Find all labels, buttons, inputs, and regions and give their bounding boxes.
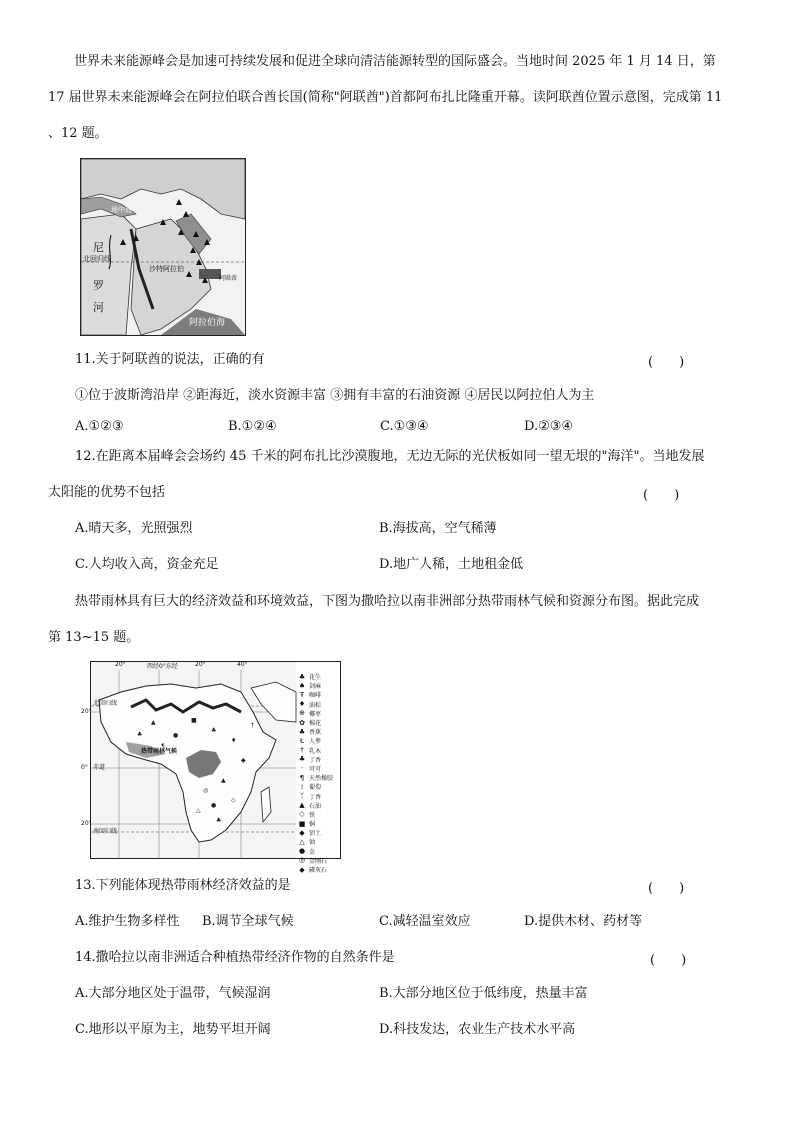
map2-lon-label-1: 20° bbox=[115, 661, 126, 668]
legend-item bbox=[297, 736, 337, 745]
legend-symbol-icon: Ŧ bbox=[299, 690, 305, 699]
q12-option-b[interactable]: B.海拔高，空气稀薄 bbox=[379, 521, 497, 536]
legend-item bbox=[297, 700, 337, 709]
legend-symbol-icon: ♣ bbox=[298, 672, 306, 681]
legend-symbol-icon: ● bbox=[298, 847, 306, 856]
legend-item bbox=[297, 856, 337, 865]
svg-text:■: ■ bbox=[191, 717, 197, 724]
legend-symbol-icon: † bbox=[300, 746, 304, 755]
legend-label: 乳木 bbox=[309, 747, 322, 755]
legend-symbol-icon: ¶ bbox=[299, 773, 305, 782]
svg-text:△: △ bbox=[196, 807, 201, 814]
q13-option-a[interactable]: A.维护生物多样性 bbox=[75, 914, 180, 929]
map2-lon-label-4: 40° bbox=[237, 661, 248, 668]
legend-symbol-icon: ■ bbox=[298, 819, 306, 828]
legend-symbol-icon: ≀ bbox=[300, 782, 304, 791]
legend-item bbox=[297, 791, 337, 800]
q13-option-c[interactable]: C.减轻温室效应 bbox=[379, 914, 471, 929]
map2-lon-label-2: 西经0°东经 bbox=[147, 663, 178, 670]
map1-nile-label-2: 罗 bbox=[93, 279, 104, 292]
q13-answer-bracket[interactable]: ( ) bbox=[648, 881, 685, 896]
legend-symbol-icon: ◆ bbox=[299, 865, 305, 874]
legend-symbol-icon: ◇ bbox=[299, 810, 305, 819]
legend-item bbox=[297, 847, 337, 856]
svg-text:▲: ▲ bbox=[151, 719, 156, 726]
legend-label: 剑麻 bbox=[309, 683, 322, 691]
intro1-line1: 世界未来能源峰会是加速可持续发展和促进全球向清洁能源转型的国际盛会。当地时间 2025 年 1 月 14 日，第 bbox=[74, 54, 716, 69]
map2-lat-label-2: 0° bbox=[81, 764, 88, 771]
svg-text:♣: ♣ bbox=[211, 727, 217, 734]
legend-item bbox=[297, 709, 337, 718]
q12-option-c[interactable]: C.人均收入高，资金充足 bbox=[75, 557, 219, 572]
legend-symbol-icon: · bbox=[300, 764, 304, 773]
legend-label: 人參 bbox=[309, 738, 322, 746]
map1-uae-label: 阿联酋 bbox=[219, 275, 238, 282]
q13-stem: 13.下列能体现热带雨林经济效益的是 bbox=[75, 878, 291, 893]
legend-symbol-icon: ᛉ bbox=[299, 792, 305, 801]
q11-statements: ①位于波斯湾沿岸 ②距海近，淡水资源丰富 ③拥有丰富的石油资源 ④居民以阿拉伯人为主 bbox=[75, 388, 595, 403]
q11-stem: 11.关于阿联酋的说法，正确的有 bbox=[75, 352, 265, 367]
svg-text:◇: ◇ bbox=[231, 797, 236, 804]
legend-label: 咖啡 bbox=[309, 692, 322, 700]
legend-item bbox=[297, 681, 337, 690]
legend-label: 可可 bbox=[309, 765, 322, 773]
map1-saudi-label: 沙特阿拉伯 bbox=[149, 265, 184, 273]
intro2-line1: 热带雨林具有巨大的经济效益和环境效益，下图为撒哈拉以南非洲部分热带雨林气候和资源分布图。据此完成 bbox=[75, 594, 700, 609]
legend-item bbox=[297, 690, 337, 699]
legend-symbol-icon: ⊕ bbox=[299, 709, 305, 718]
map2-tropic-north: 北回归线 bbox=[93, 700, 118, 707]
map1-sea-label: 阿拉伯海 bbox=[189, 318, 226, 328]
q14-stem: 14.撒哈拉以南非洲适合种植热带经济作物的自然条件是 bbox=[75, 950, 395, 965]
legend-label: 棉花 bbox=[309, 720, 322, 728]
legend-label: 天然橡胶 bbox=[309, 775, 334, 783]
legend-item bbox=[297, 746, 337, 755]
legend-label: 石油 bbox=[309, 802, 322, 810]
svg-text:●: ● bbox=[211, 802, 217, 809]
legend-symbol-icon: ✿ bbox=[299, 718, 305, 727]
q11-option-b[interactable]: B.①②④ bbox=[228, 419, 277, 434]
legend-item bbox=[297, 865, 337, 874]
legend-item bbox=[297, 718, 337, 727]
legend-label: 金 bbox=[309, 848, 316, 856]
map2-rainforest-label: 热带雨林气候 bbox=[141, 748, 178, 755]
legend-item bbox=[297, 764, 337, 773]
svg-text:♣: ♣ bbox=[137, 731, 143, 738]
legend-symbol-icon: ▲ bbox=[299, 801, 305, 810]
svg-text:♣: ♣ bbox=[216, 817, 222, 824]
legend-item bbox=[297, 837, 337, 846]
q12-option-a[interactable]: A.晴天多，光照强烈 bbox=[75, 521, 193, 536]
legend-symbol-icon: ♠ bbox=[298, 681, 306, 690]
map2-equator: 赤道 bbox=[93, 764, 106, 771]
legend-item bbox=[297, 727, 337, 736]
q11-option-d[interactable]: D.②③④ bbox=[524, 419, 574, 434]
q14-option-b[interactable]: B.大部分地区位于低纬度，热量丰富 bbox=[379, 986, 588, 1001]
svg-text:●: ● bbox=[173, 732, 179, 739]
legend-symbol-icon: △ bbox=[299, 837, 305, 846]
legend-label: 铁 bbox=[309, 811, 316, 819]
legend-item bbox=[297, 755, 337, 764]
uae-map-drawing bbox=[81, 159, 245, 335]
legend-label: 金刚石 bbox=[309, 857, 328, 865]
q13-option-b[interactable]: B.调节全球气候 bbox=[202, 914, 294, 929]
legend-label: 丁香 bbox=[309, 793, 322, 801]
map2-lat-label-1: 20° bbox=[81, 708, 92, 715]
legend-symbol-icon: ♣ bbox=[298, 755, 306, 764]
map2-legend bbox=[297, 672, 337, 874]
legend-item bbox=[297, 801, 337, 810]
q11-option-a[interactable]: A.①②③ bbox=[75, 419, 124, 434]
legend-item bbox=[297, 782, 337, 791]
africa-map-drawing bbox=[91, 662, 296, 858]
svg-text:¶: ¶ bbox=[161, 743, 165, 750]
map2-lon-label-3: 20° bbox=[195, 661, 206, 668]
map1-nile-label-1: 尼 bbox=[93, 241, 104, 254]
svg-text:▲: ▲ bbox=[221, 777, 226, 784]
q14-answer-bracket[interactable]: ( ) bbox=[650, 953, 687, 968]
legend-label: 葡萄 bbox=[309, 784, 322, 792]
q14-option-a[interactable]: A.大部分地区处于温带，气候湿润 bbox=[75, 986, 271, 1001]
legend-label: 花生 bbox=[309, 674, 322, 682]
q12-option-d[interactable]: D.地广人稀，土地租金低 bbox=[379, 557, 524, 572]
map1-med-label: 地中海 bbox=[111, 206, 132, 214]
legend-label: 铜 bbox=[309, 821, 316, 829]
legend-item bbox=[297, 810, 337, 819]
uae-location-map bbox=[80, 158, 246, 336]
legend-item bbox=[297, 672, 337, 681]
svg-text:♦: ♦ bbox=[231, 737, 237, 744]
legend-label: 油棕 bbox=[309, 701, 322, 709]
q12-stem-line2: 太阳能的优势不包括 bbox=[48, 485, 166, 500]
legend-symbol-icon: ◎ bbox=[298, 856, 306, 865]
intro1-line2: 17 届世界未来能源峰会在阿拉伯联合酋长国(简称"阿联酋")首都阿布扎比隆重开幕。读阿联酋位置示意图，完成第 11 bbox=[48, 90, 723, 105]
q11-answer-bracket[interactable]: ( ) bbox=[648, 355, 685, 370]
q12-answer-bracket[interactable]: ( ) bbox=[643, 488, 680, 503]
q12-stem-line1: 12.在距离本届峰会会场约 45 千米的阿布扎比沙漠腹地，无边无际的光伏板如同一望无垠的"海洋"。当地发展 bbox=[75, 449, 705, 464]
legend-symbol-icon: ◆ bbox=[299, 828, 305, 837]
legend-label: 铀 bbox=[309, 839, 316, 847]
map2-lat-label-3: 20° bbox=[81, 820, 92, 827]
intro1-line3: 、12 题。 bbox=[48, 126, 108, 141]
legend-label: 香蕉 bbox=[309, 729, 322, 737]
q13-option-d[interactable]: D.提供木材、药材等 bbox=[524, 914, 643, 929]
map2-tropic-south: 南回归线 bbox=[93, 828, 118, 835]
q14-option-d[interactable]: D.科技发达，农业生产技术水平高 bbox=[379, 1022, 576, 1037]
map1-tropic-label: 北回归线 bbox=[83, 255, 111, 263]
svg-text:†: † bbox=[251, 722, 254, 729]
q14-option-c[interactable]: C.地形以平原为主，地势平坦开阔 bbox=[75, 1022, 271, 1037]
legend-label: 铝土 bbox=[309, 830, 322, 838]
legend-item bbox=[297, 773, 337, 782]
intro2-line2: 第 13~15 题。 bbox=[48, 630, 140, 645]
legend-symbol-icon: ♣ bbox=[298, 727, 306, 736]
svg-text:◆: ◆ bbox=[241, 757, 246, 764]
legend-symbol-icon: Ł bbox=[300, 736, 304, 745]
legend-label: 磷灰石 bbox=[309, 867, 328, 875]
map1-nile-label-3: 河 bbox=[93, 301, 104, 314]
legend-label: 丁香 bbox=[309, 756, 322, 764]
legend-symbol-icon: ♦ bbox=[298, 700, 306, 709]
legend-item bbox=[297, 819, 337, 828]
svg-text:◎: ◎ bbox=[203, 787, 209, 794]
q11-option-c[interactable]: C.①③④ bbox=[380, 419, 429, 434]
legend-label: 椰枣 bbox=[309, 710, 322, 718]
legend-item bbox=[297, 828, 337, 837]
